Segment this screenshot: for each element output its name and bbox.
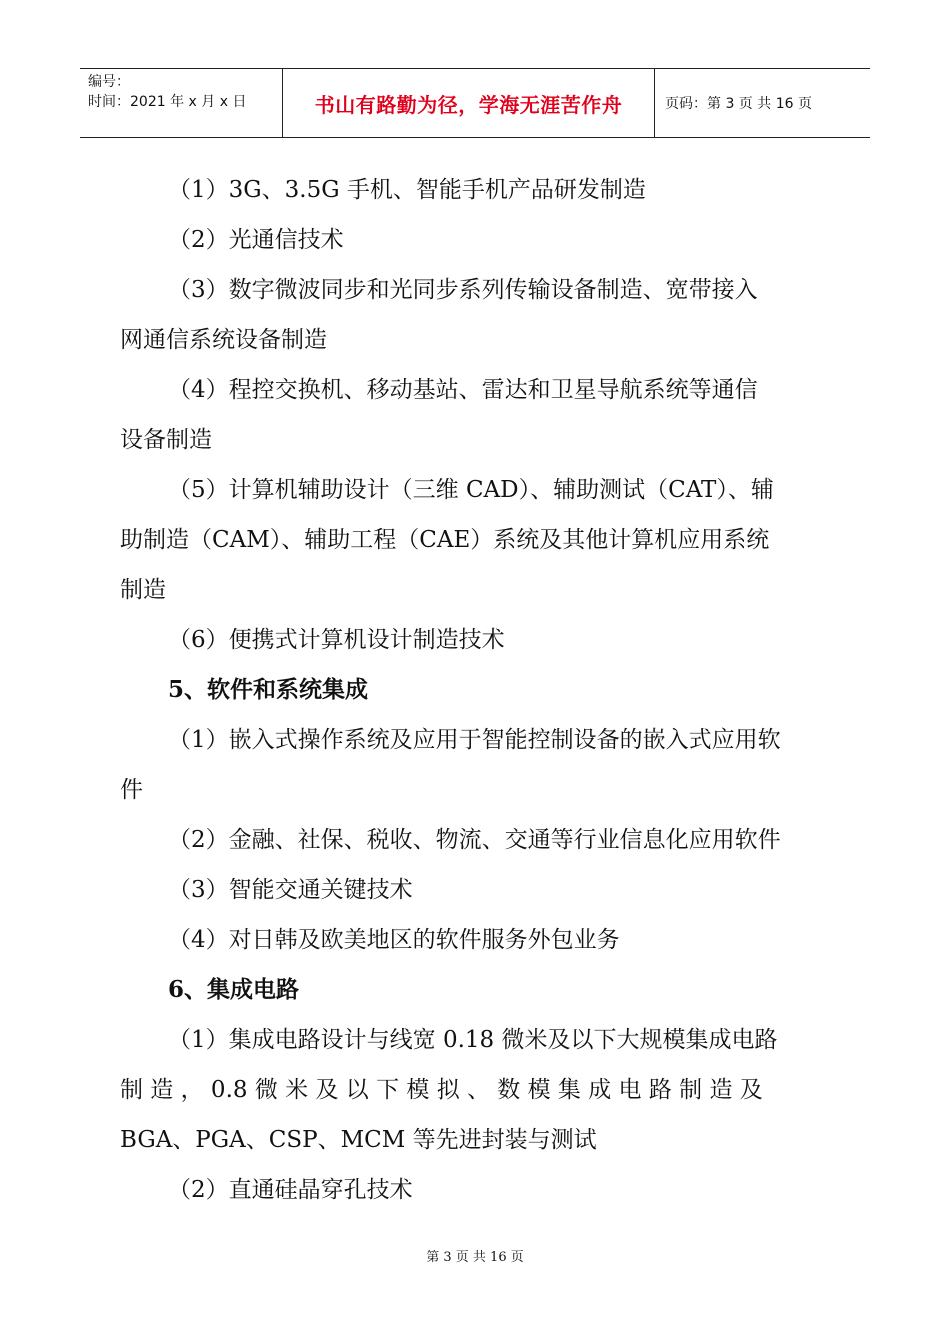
document-date: 时间：2021 年 x 月 x 日 — [88, 94, 247, 110]
page-header — [80, 68, 870, 138]
list-item-continuation: 网通信系统设备制造 — [120, 327, 327, 353]
list-item-continuation: 助制造（CAM）、辅助工程（CAE）系统及其他计算机应用系统 — [120, 527, 770, 553]
list-item: （1）3G、3.5G 手机、智能手机产品研发制造 — [168, 177, 646, 203]
section-heading-ic: 6、集成电路 — [168, 976, 300, 1003]
list-item: （1）集成电路设计与线宽 0.18 微米及以下大规模集成电路 — [168, 1027, 778, 1053]
list-item: （4）程控交换机、移动基站、雷达和卫星导航系统等通信 — [168, 377, 758, 403]
list-item: （2）金融、社保、税收、物流、交通等行业信息化应用软件 — [168, 827, 781, 853]
header-meta — [80, 69, 283, 137]
list-item: （5）计算机辅助设计（三维 CAD）、辅助测试（CAT）、辅 — [168, 477, 774, 503]
list-item-continuation: 件 — [120, 777, 143, 803]
document-number-label: 编号： — [88, 74, 130, 90]
list-item: （2）直通硅晶穿孔技术 — [168, 1177, 413, 1203]
list-item: （4）对日韩及欧美地区的软件服务外包业务 — [168, 927, 620, 953]
section-heading-software: 5、软件和系统集成 — [168, 676, 369, 703]
header-page-info: 页码：第 3 页 共 16 页 — [665, 96, 812, 112]
list-item-continuation: BGA、PGA、CSP、MCM 等先进封装与测试 — [120, 1127, 597, 1153]
list-item: （2）光通信技术 — [168, 227, 344, 253]
list-item-continuation: 制 造 ， 0.8 微 米 及 以 下 模 拟 、 数 模 集 成 电 路 制 造 及 — [120, 1077, 763, 1103]
page-footer: 第 3 页 共 16 页 — [426, 1250, 524, 1265]
header-motto: 书山有路勤为径，学海无涯苦作舟 — [283, 69, 655, 137]
list-item: （6）便携式计算机设计制造技术 — [168, 627, 505, 653]
list-item-continuation: 制造 — [120, 577, 166, 603]
list-item-continuation: 设备制造 — [120, 427, 212, 453]
list-item: （3）数字微波同步和光同步系列传输设备制造、宽带接入 — [168, 277, 758, 303]
list-item: （3）智能交通关键技术 — [168, 877, 413, 903]
list-item: （1）嵌入式操作系统及应用于智能控制设备的嵌入式应用软 — [168, 727, 781, 753]
